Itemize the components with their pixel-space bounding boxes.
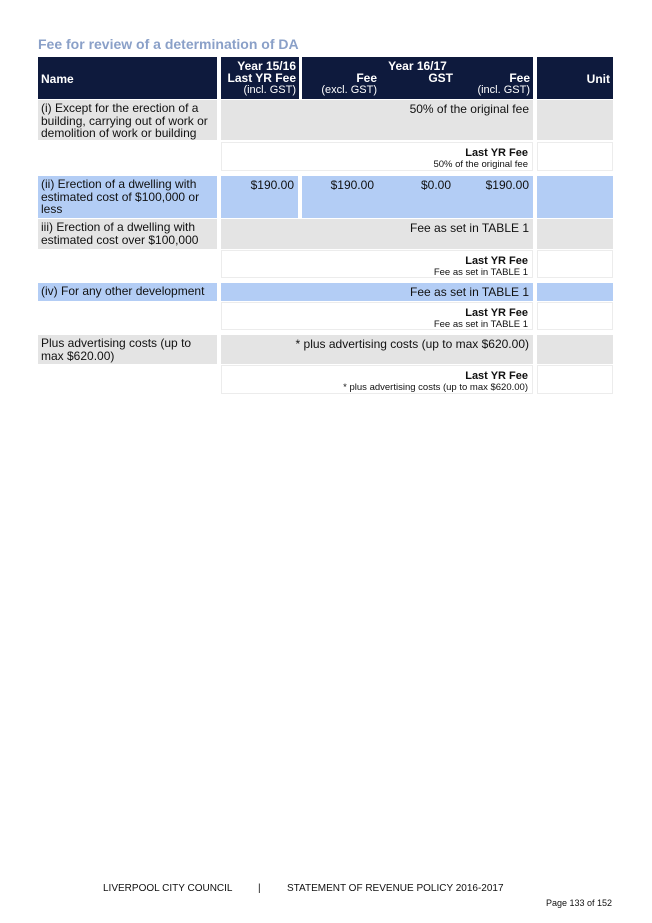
row1-last-yr-value: 50% of the original fee bbox=[433, 159, 528, 170]
header-incl-gst: (incl. GST) bbox=[243, 84, 296, 96]
row3-value: Fee as set in TABLE 1 bbox=[221, 219, 533, 249]
row3-name: iii) Erection of a dwelling with estimated cost over $100,000 bbox=[38, 219, 217, 249]
header-name-cell bbox=[38, 57, 217, 99]
row5-last-yr bbox=[221, 365, 533, 394]
row1-unit bbox=[537, 100, 613, 140]
row3-last-yr bbox=[221, 250, 533, 278]
row5-value: * plus advertising costs (up to max $620.00) bbox=[221, 335, 533, 364]
header-fee-incl bbox=[302, 57, 530, 99]
row3-last-unit bbox=[537, 250, 613, 278]
section-title: Fee for review of a determination of DA bbox=[38, 36, 299, 52]
row2-name: (ii) Erection of a dwelling with estimated cost of $100,000 or less bbox=[38, 176, 217, 218]
row4-last-yr-value: Fee as set in TABLE 1 bbox=[433, 319, 528, 330]
row1-name: (i) Except for the erection of a building, carrying out of work or demolition of work or building bbox=[38, 100, 217, 140]
row4-unit bbox=[537, 283, 613, 301]
row2-gst: $0.00 bbox=[378, 176, 455, 218]
row5-last-yr-label: Last YR Fee bbox=[465, 370, 528, 382]
header-last-yr-fee: Last YR Fee bbox=[227, 71, 296, 85]
header-fee-incl-label: Fee bbox=[509, 71, 530, 85]
row4-last-yr bbox=[221, 302, 533, 330]
footer-org: LIVERPOOL CITY COUNCIL bbox=[103, 883, 233, 894]
footer-separator: | bbox=[258, 883, 261, 894]
page-number: Page 133 of 152 bbox=[545, 898, 612, 908]
row1-last-yr-label: Last YR Fee bbox=[465, 147, 528, 159]
row1-last-unit bbox=[537, 142, 613, 171]
header-year2: Year 16/17 bbox=[388, 59, 447, 73]
row2-last-yr: $190.00 bbox=[221, 176, 298, 218]
footer-doc: STATEMENT OF REVENUE POLICY 2016-2017 bbox=[287, 883, 504, 894]
row5-last-unit bbox=[537, 365, 613, 394]
row4-last-yr-label: Last YR Fee bbox=[465, 307, 528, 319]
header-name: Name bbox=[41, 72, 74, 86]
row2-unit bbox=[537, 176, 613, 218]
row1-last-yr bbox=[221, 142, 533, 171]
row1-value: 50% of the original fee bbox=[221, 100, 533, 140]
row5-unit bbox=[537, 335, 613, 364]
header-year1: Year 15/16 bbox=[237, 59, 296, 73]
row4-last-unit bbox=[537, 302, 613, 330]
row2-fee-incl: $190.00 bbox=[455, 176, 533, 218]
row2-fee-excl: $190.00 bbox=[302, 176, 378, 218]
header-fee-excl-label: Fee bbox=[356, 71, 377, 85]
header-unit: Unit bbox=[586, 72, 610, 86]
header-unit-cell bbox=[537, 57, 613, 99]
row5-last-yr-value: * plus advertising costs (up to max $620.00) bbox=[343, 382, 528, 393]
header-gst-label: GST bbox=[428, 71, 453, 85]
row5-name: Plus advertising costs (up to max $620.00) bbox=[38, 335, 217, 364]
row4-name: (iv) For any other development bbox=[38, 283, 217, 301]
row3-last-yr-label: Last YR Fee bbox=[465, 255, 528, 267]
row3-unit bbox=[537, 219, 613, 249]
row3-last-yr-value: Fee as set in TABLE 1 bbox=[433, 267, 528, 278]
header-fee-incl-sub: (incl. GST) bbox=[477, 84, 530, 96]
header-fee-excl-sub: (excl. GST) bbox=[321, 84, 377, 96]
header-year1-cell bbox=[221, 57, 299, 99]
header-year2-cell bbox=[302, 57, 533, 99]
row4-value: Fee as set in TABLE 1 bbox=[221, 283, 533, 301]
